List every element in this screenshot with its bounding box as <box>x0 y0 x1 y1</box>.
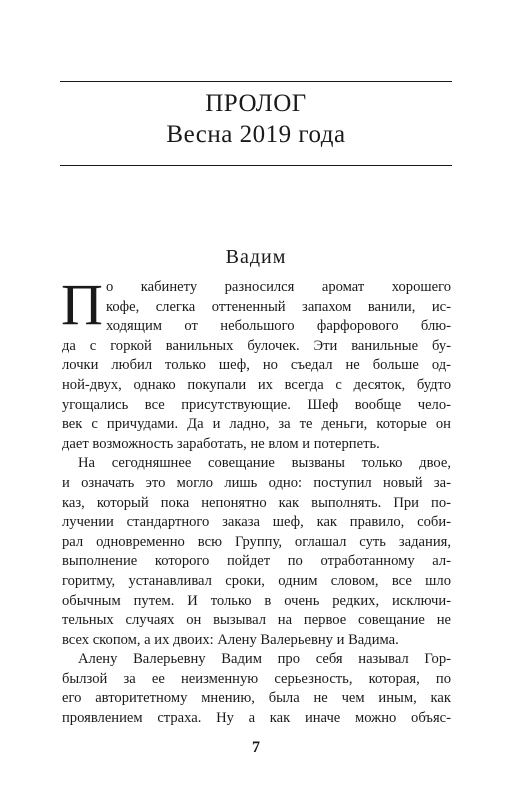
paragraph-2 <box>62 454 451 650</box>
text-line: дает возможность заработать, не влом и потерпеть. <box>62 435 380 452</box>
text-line: ной-двух, однако покупали их всегда с десяток, будто <box>62 376 451 393</box>
text-line: Алену Валерьевну Вадим про себя называл Гор- <box>78 651 451 668</box>
chapter-title: ПРОЛОГ <box>205 90 307 117</box>
text-line: век с причудами. Да и ладно, за те деньги, которые он <box>62 416 451 433</box>
text-line: рал одновременно всю Группу, оглашал суть задания, <box>62 533 451 550</box>
text-line: проявлением страха. Ну а как иначе можно объяс- <box>62 710 451 727</box>
drop-cap: П <box>61 272 103 337</box>
text-line: лучении стандартного заказа шеф, как правило, соби- <box>62 514 451 531</box>
text-line: На сегодняшнее совещание вызваны только двое, <box>78 455 451 472</box>
text-line: горитму, устанавливал сроки, одним словом, все шло <box>62 572 451 589</box>
text-line: тельных случаях он вызывал на первое совещание не <box>62 612 451 629</box>
chapter-subtitle: Весна 2019 года <box>166 121 346 148</box>
text-line: всех скопом, а их двоих: Алену Валерьевну и Вадима. <box>62 631 399 648</box>
text-line: угощались все присутствующие. Шеф вообще чело- <box>62 396 451 413</box>
text-line: о кабинету разносился аромат хорошего <box>106 279 451 295</box>
text-line: обычным путем. И только в очень редких, исключи- <box>62 592 451 609</box>
paragraph-3 <box>62 650 451 728</box>
text-line: ходящим от небольшого фарфорового блю- <box>106 318 451 335</box>
chapter-header <box>60 88 452 150</box>
paragraph-1 <box>61 272 451 454</box>
text-line: выполнение которого пойдет по отработанному ал- <box>62 553 451 570</box>
page-number: 7 <box>252 739 260 756</box>
body-text <box>61 272 451 729</box>
text-line: былзой за ее неизменную серьезность, которая, по <box>62 670 451 687</box>
text-line: да с горкой ванильных булочек. Эти ванильные бу- <box>62 337 451 354</box>
bottom-rule <box>60 165 452 166</box>
text-line: его авторитетному мнению, была не чем иным, как <box>62 690 451 707</box>
text-line: каз, который пока непонятно как выполнять. При по- <box>62 494 451 511</box>
text-line: кофе, слегка оттененный запахом ванили, ис- <box>106 298 451 315</box>
text-line: лочки любил только шеф, но съедал не больше од- <box>62 357 451 374</box>
text-line: и означать это могло лишь одно: поступил новый за- <box>62 474 451 491</box>
top-rule <box>60 81 452 82</box>
section-heading: Вадим <box>225 246 287 268</box>
